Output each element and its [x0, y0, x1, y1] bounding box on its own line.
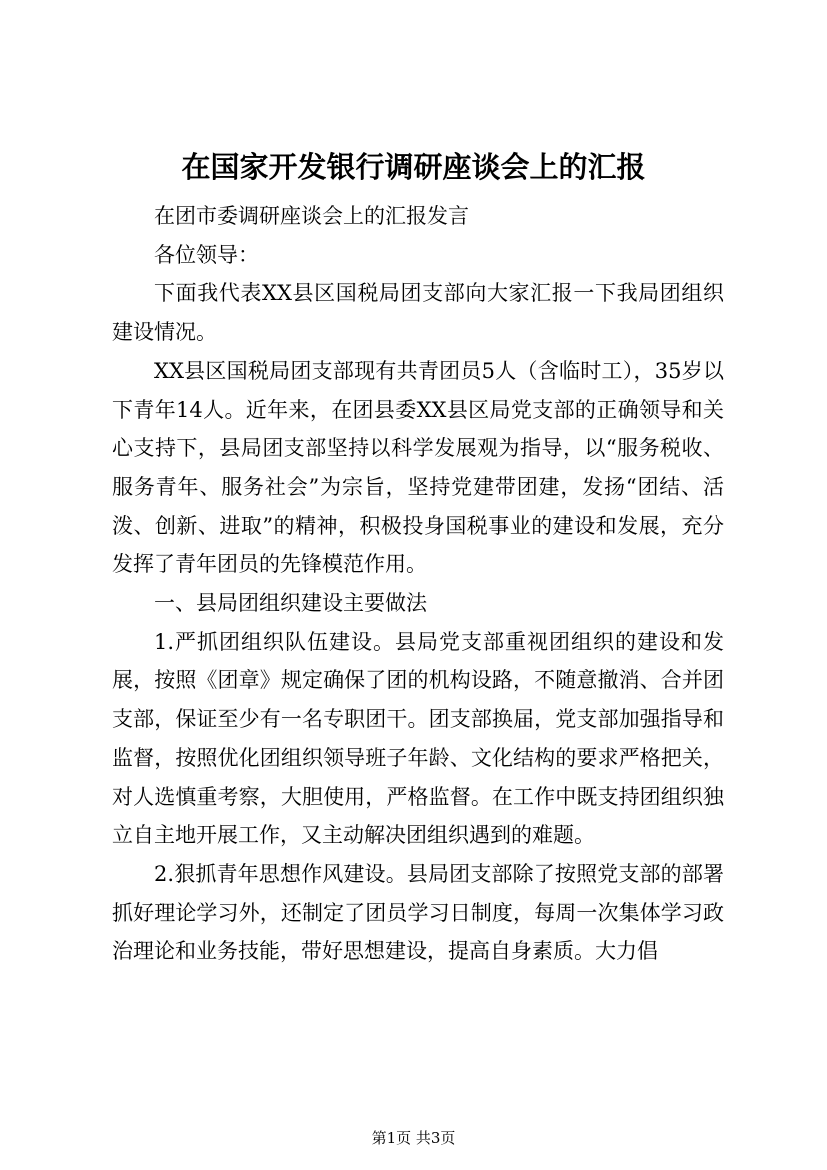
document-body	[112, 197, 724, 971]
paragraph-subtitle: 在团市委调研座谈会上的汇报发言	[154, 204, 469, 228]
paragraph-point-1: 1.严抓团组织队伍建设。县局党支部重视团组织的建设和发展，按照《团章》规定确保了团的机构设路，不随意撤消、合并团支部，保证至少有一名专职团干。团支部换届，党支部加强指导和监督，按照优化团组织领导班子年龄、文化结构的要求严格把关，对人选慎重考察，大胆使用，严格监督。在工作中既支持团组织独立自主地开展工作，又主动解决团组织遇到的难题。	[112, 629, 724, 848]
paragraph-intro: 下面我代表XX县区国税局团支部向大家汇报一下我局团组织建设情况。	[112, 281, 724, 345]
paragraph-point-2: 2.狠抓青年思想作风建设。县局团支部除了按照党支部的部署抓好理论学习外，还制定了团员学习日制度，每周一次集体学习政治理论和业务技能，带好思想建设，提高自身素质。大力倡	[112, 861, 724, 964]
paragraph-salutation: 各位领导：	[154, 242, 259, 267]
document-title: 在国家开发银行调研座谈会上的汇报	[181, 150, 646, 184]
page-footer: 第1页 共3页	[371, 1129, 456, 1147]
paragraph-overview: XX县区国税局团支部现有共青团员5人（含临时工），35岁以下青年14人。近年来，在团县委XX县区局党支部的正确领导和关心支持下，县局团支部坚持以科学发展观为指导，以“服务税收、服务青年、服务社会”为宗旨，坚持党建带团建，发扬“团结、活泼、创新、进取”的精神，积极投身国税事业的建设和发展，充分发挥了青年团员的先锋模范作用。	[112, 358, 724, 577]
section-heading: 一、县局团组织建设主要做法	[154, 591, 427, 616]
